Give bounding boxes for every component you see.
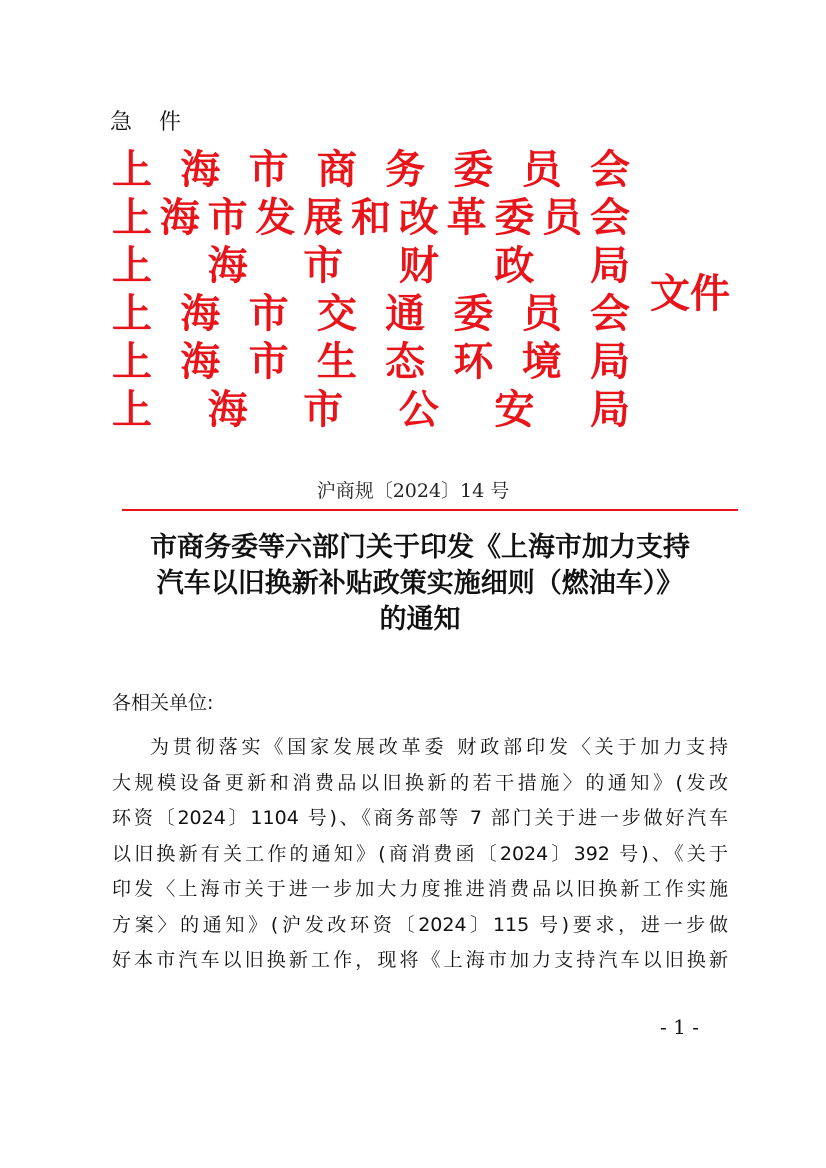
issuer-char: 局 (589, 386, 630, 433)
issuer-char: 局 (589, 338, 630, 385)
issuer-char: 上 (112, 386, 152, 433)
body-line: 方案〉的通知》(沪发改环资〔2024〕115 号)要求，进一步做 (112, 913, 728, 936)
issuer-char: 市 (248, 290, 289, 337)
issuer-char: 革 (446, 194, 487, 241)
issuer-char: 发 (255, 194, 296, 241)
issuer-char: 财 (398, 242, 439, 289)
salutation: 各相关单位: (112, 692, 214, 714)
issuer-char: 公 (398, 386, 439, 433)
issuer-char: 商 (316, 146, 357, 193)
body-line: 为贯彻落实《国家发展改革委 财政部印发〈关于加力支持 (150, 736, 728, 758)
issuer-char: 海 (180, 338, 221, 385)
issuer-char: 局 (589, 242, 630, 289)
issuer-char: 海 (159, 194, 200, 241)
issuer-char: 务 (385, 146, 426, 193)
body-line: 印发〈上海市关于进一步加大力度推进消费品以旧换新工作实施 (112, 878, 728, 900)
issuer-char: 海 (180, 146, 221, 193)
issuer-ecology-environment (112, 338, 630, 386)
body-line: 好本市汽车以旧换新工作，现将《上海市加力支持汽车以旧换新 (112, 949, 728, 971)
issuer-char: 委 (453, 146, 494, 193)
issuer-char: 环 (453, 338, 494, 385)
issuer-char: 生 (316, 338, 357, 385)
issuer-char: 通 (385, 290, 426, 337)
issuer-char: 市 (303, 386, 344, 433)
issuer-char: 态 (385, 338, 426, 385)
issuer-char: 员 (542, 194, 583, 241)
issuer-commerce (112, 146, 630, 194)
title-line: 市商务委等六部门关于印发《上海市加力支持 (150, 532, 690, 563)
body-line: 环资〔2024〕1104 号)、《商务部等 7 部门关于进一步做好汽车 (112, 807, 728, 829)
issuer-char: 市 (248, 146, 289, 193)
title-line: 的通知 (379, 604, 461, 635)
red-divider-line (122, 509, 738, 511)
issuer-char: 市 (207, 194, 248, 241)
issuer-char: 上 (112, 194, 152, 241)
document-number: 沪商规〔2024〕14 号 (316, 480, 510, 502)
document-word: 文件 (650, 270, 730, 317)
issuer-finance (112, 242, 630, 290)
issuer-char: 会 (589, 194, 630, 241)
issuer-char: 委 (453, 290, 494, 337)
issuer-char: 员 (521, 290, 562, 337)
issuer-transport (112, 290, 630, 338)
issuer-char: 改 (398, 194, 439, 241)
issuer-char: 海 (207, 242, 248, 289)
issuer-char: 海 (180, 290, 221, 337)
issuer-char: 海 (207, 386, 248, 433)
issuer-development-reform (112, 194, 630, 242)
issuer-char: 展 (303, 194, 344, 241)
body-line: 以旧换新有关工作的通知》(商消费函〔2024〕392 号)、《关于 (112, 842, 728, 865)
issuer-char: 上 (112, 242, 152, 289)
issuer-char: 员 (521, 146, 562, 193)
issuer-public-security (112, 386, 630, 434)
issuing-organizations (112, 146, 630, 434)
document-title (100, 530, 740, 638)
urgent-label: 急 件 (110, 110, 191, 135)
body-paragraph (112, 730, 728, 979)
issuer-char: 安 (494, 386, 535, 433)
issuer-char: 上 (112, 338, 152, 385)
issuer-char: 会 (589, 146, 630, 193)
issuer-char: 交 (316, 290, 357, 337)
body-line: 大规模设备更新和消费品以旧换新的若干措施〉的通知》(发改 (112, 771, 728, 794)
issuer-char: 上 (112, 146, 152, 193)
title-line: 汽车以旧换新补贴政策实施细则（燃油车）》 (156, 568, 684, 599)
issuer-char: 政 (494, 242, 535, 289)
issuer-char: 市 (248, 338, 289, 385)
issuer-char: 委 (494, 194, 535, 241)
issuer-char: 市 (303, 242, 344, 289)
issuer-char: 会 (589, 290, 630, 337)
page-number: - 1 - (660, 1015, 699, 1039)
issuer-char: 上 (112, 290, 152, 337)
issuer-char: 和 (350, 194, 391, 241)
issuer-char: 境 (521, 338, 562, 385)
